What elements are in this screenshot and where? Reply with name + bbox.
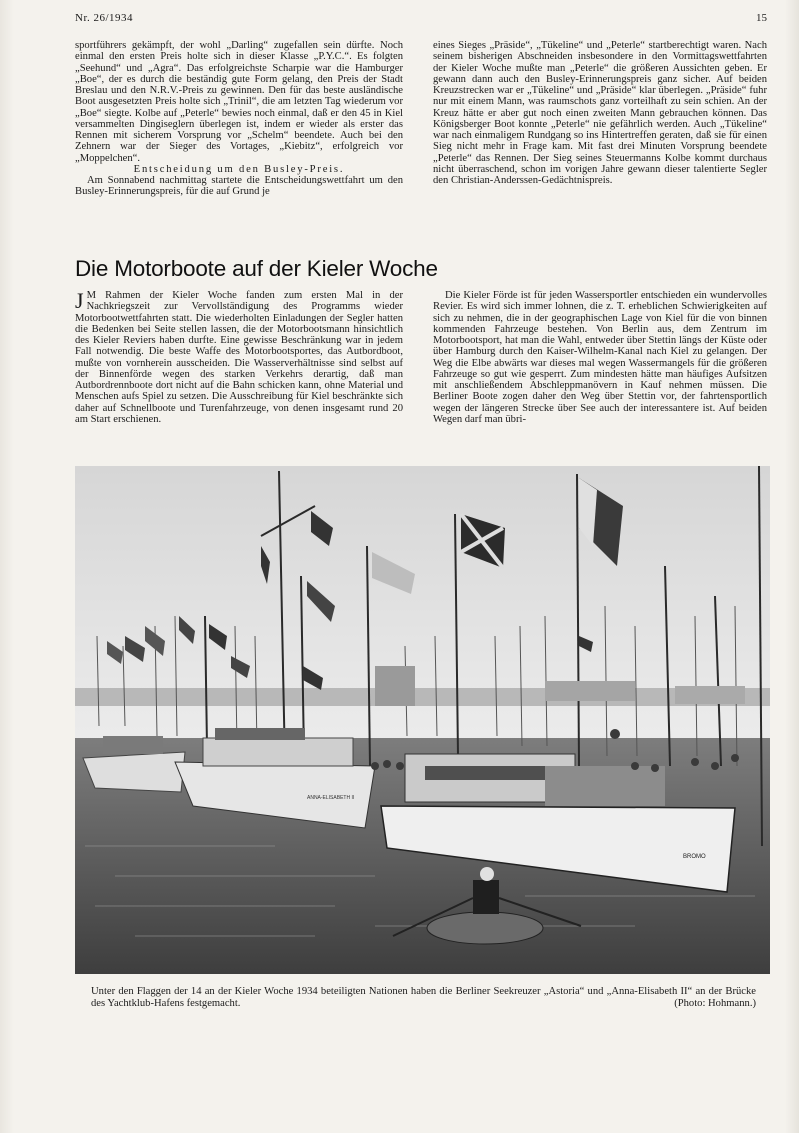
article-right-text: Die Kieler Förde ist für jeden Wassersportler entschieden ein wundervolles Revier. Es wird sich immer lohnen, die z. T. erheblichen Schwierigkeiten auf sich zu nehmen, die in der geographischen Lage von Kiel für die von binnen kommenden Fahrzeuge bestehen. Von Berlin aus, dem Zentrum im Motorbootsport, hat man die Wahl, entweder über Stettin längs der Küste oder über Hamburg durch den Kaiser-Wilhelm-Kanal nach Kiel zu gelangen. Der Weg die Elbe abwärts war dieses mal wegen Wassermangels für die größeren Fahrzeuge so gut wie gesperrt. Zum mindesten hätte man häufiges Aufsitzen mit anschließendem Abschleppmanövern in Kauf nehmen müssen. Die Berliner Boote zogen daher den Weg über Stettin vor, der fahrtensportlich wegen der längeren Strecke über See auch der interessantere ist. Auf beiden Wegen darf man übri-: [433, 290, 767, 425]
harbor-photo: [75, 466, 770, 974]
photo-caption: [91, 986, 756, 1010]
column-top-right-paragraph: eines Sieges „Präside“, „Tükeline“ und „Peterle“ startberechtigt waren. Nach seinem bisherigen Abschneiden insbesondere in den Vormittagswettfahrten der Kieler Woche mußte man „Peterle“ die größeren Aussichten geben. Er gewann dann auch den Busley-Erinnerungspreis ganz sicher. Auf beiden Kreuzstrecken war er „Tükeline“ und „Präside“ klar überlegen. „Präside“ fuhr nur mit einem Mann, was raumschots ganz vorteilhaft zu sein schien. An der Kreuz hätte er aber gut noch einen zweiten Mann gebrauchen können. Das Königsberger Boot konnte „Peterle“ nie gefährlich werden. Auch „Tükeline“ war nach einmaligem Rundgang so ins Hintertreffen geraten, daß sie für einen Sieg nicht mehr in Frage kam. Mit fast drei Minuten Vorsprung beendete „Peterle“ das Rennen. Der Sieg seines Steuermanns Kolbe kommt durchaus nicht überraschend, schon im vorigen Jahre gewann dieser talentierte Segler den Christian-Anderssen-Gedächtnispreis.: [433, 40, 767, 186]
hull-label-bromo: BROMO: [683, 854, 706, 860]
hull-label-anna-elisabeth: ANNA-ELISABETH II: [307, 795, 355, 801]
article-headline: Die Motorboote auf der Kieler Woche: [75, 256, 438, 281]
page-number: 15: [756, 12, 767, 24]
page-header: [75, 12, 767, 28]
far-shore: [75, 688, 770, 706]
article-column-right: [433, 290, 767, 425]
drop-cap: J: [75, 288, 84, 313]
caption-text: Unter den Flaggen der 14 an der Kieler Woche 1934 beteiligten Nationen haben die Berliner Seekreuzer „Astoria“ und „Anna-Elisabeth II“ an der Brücke des Yachtklub-Hafens festgemacht.: [91, 986, 756, 1009]
harbor-photo-illustration: [75, 466, 770, 974]
column-top-left-paragraph-2: Am Sonnabend nachmittag startete die Entscheidungswettfahrt um den Busley-Erinnerungspreis, für die auf Grund je: [75, 175, 403, 198]
article-column-left: [75, 290, 403, 425]
subheading-busley-preis: Entscheidung um den Busley-Preis.: [133, 163, 345, 175]
column-top-left-paragraph-1: sportführers gekämpft, der wohl „Darling“ zugefallen sein dürfte. Noch einmal den ersten Preis holte sich in dieser Klasse „P.Y.C.“. Es folgten „Seehund“ und „Agra“. Das erfolgreichste Scharpie war die Hamburger „Boe“, der es durch die beständig gute Form gelang, den Preis der Stadt Breslau und den N.R.V.-Preis zu gewinnen. Den für das beste ausländische Boot ausgesetzten Preis holte sich „Trinil“, die am letzten Tag wiederum vor „Boe“ siegte. Kolbe auf „Peterle“ bewies noch einmal, daß er den 45 in Kiel versammelten Dingiseglern überlegen ist, indem er wieder als erster das Rennen mit sicherem Vorsprung vor „Schelm“ beendete. Auch bei den Zehnern war der Sieger des Vortages, „Kiebitz“, erfolgreich vor „Moppelchen“.: [75, 40, 403, 164]
article-left-text: M Rahmen der Kieler Woche fanden zum ersten Mal in der Nachkriegszeit zur Vervollständigung des Programms wieder Motorbootwettfahrten statt. Die wiederholten Einladungen der Segler hatten die Bedenken bei Seite stellen lassen, die der Motorbootsmann hinsichtlich des Kieler Reviers haben durfte. Eine gewisse Beschränkung war in jedem Fall notwendig. Die beste Waffe des Motorbootsportes, das Autbordboot, mußte von vornherein ausscheiden. Die Wasserverhältnisse sind selbst auf der Binnenförde wegen des starken Verkehrs derartig, daß man Autbordrennboote dort nicht auf die Bahn schicken kann, ohne Material und Menschen aufs Spiel zu setzen. Die Ausschreibung für Kiel beschränkte sich daher auf Schnellboote und Turenfahrzeuge, von denen insgesamt rund 20 am Start erschienen.: [75, 290, 403, 425]
column-top-right: [433, 40, 767, 186]
issue-number: Nr. 26/1934: [75, 12, 134, 24]
column-top-left: [75, 40, 403, 198]
photo-credit: (Photo: Hohmann.): [674, 998, 756, 1009]
